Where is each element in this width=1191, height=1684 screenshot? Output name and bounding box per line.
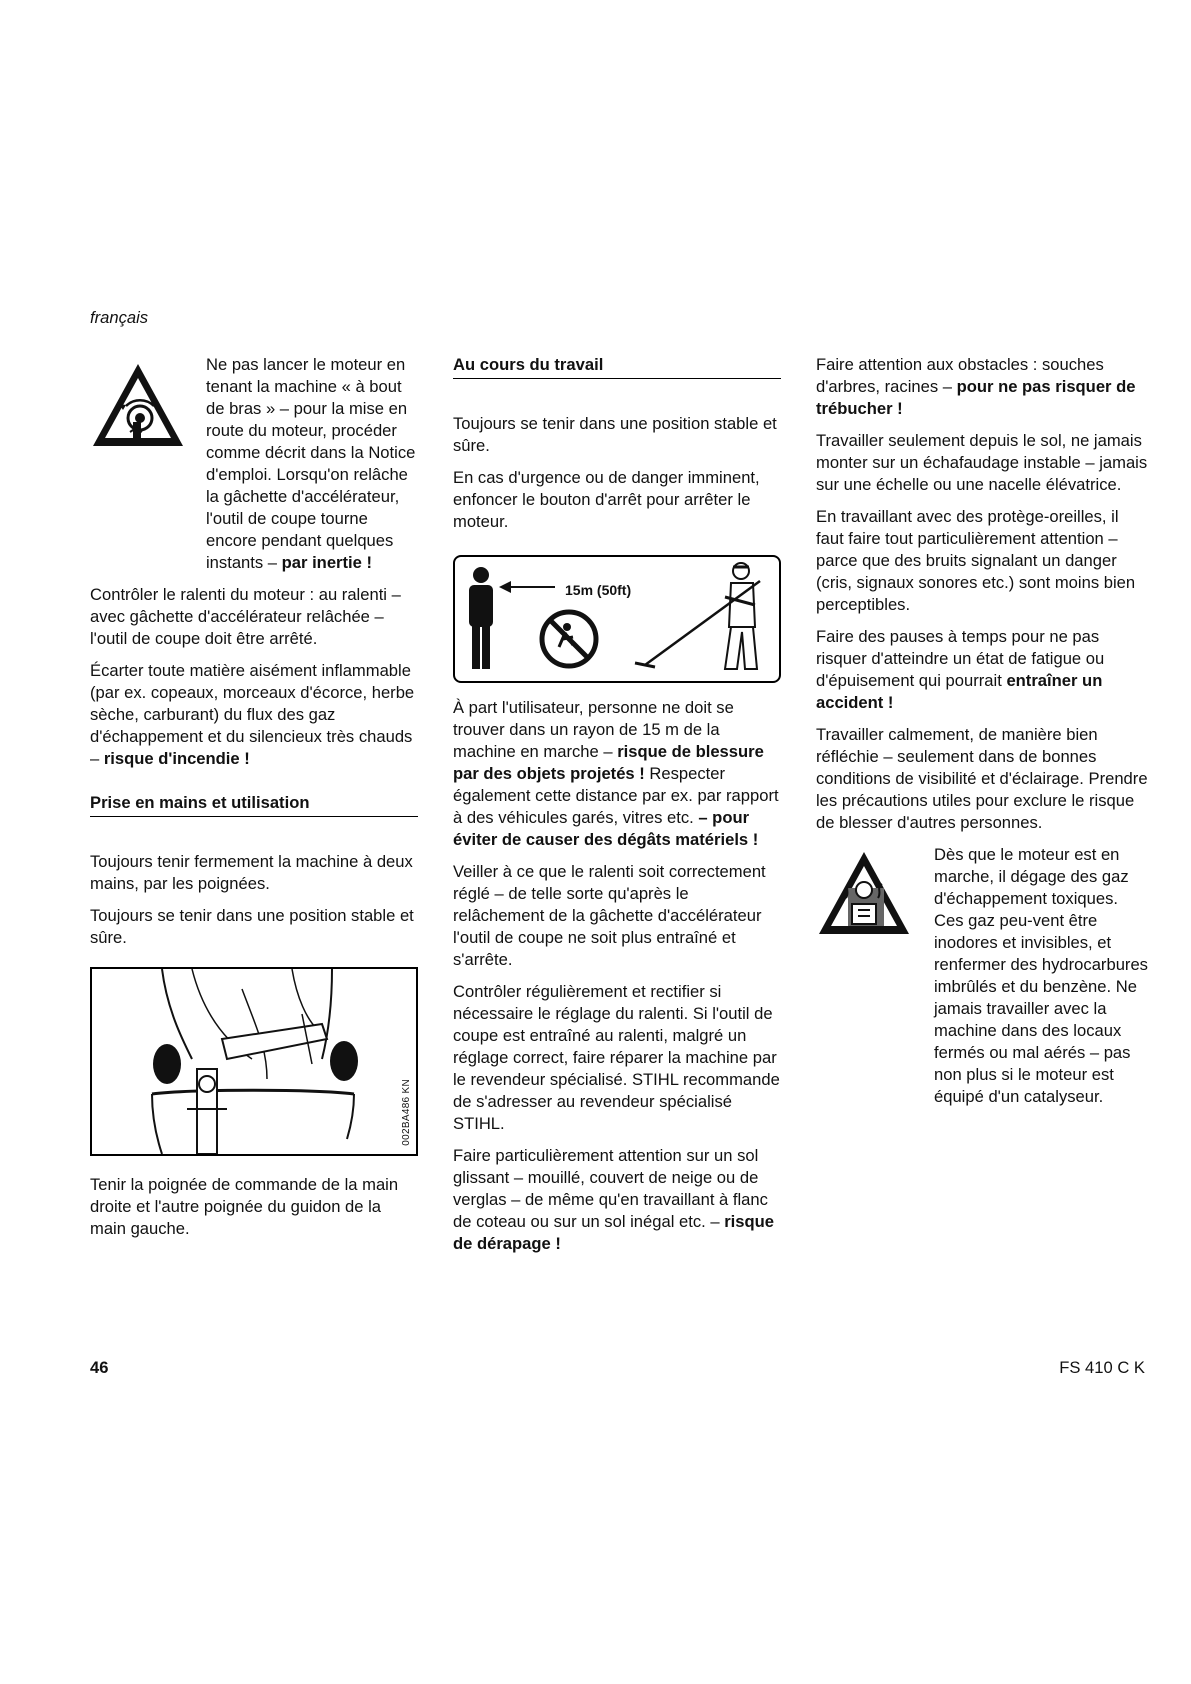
- language-label: français: [90, 308, 149, 327]
- danger-zone-text-2: Respecter également cette distance par ex. par rapport à des véhicules garés, vitres etc.: [453, 764, 779, 827]
- inertia-warning-bold: par inertie !: [281, 553, 373, 572]
- obstacles-bold: pour ne pas risquer de trébucher !: [816, 377, 1136, 418]
- obstacles-text: Faire attention aux obstacles : souches d'arbres, racines –: [816, 355, 1104, 396]
- section-heading-working: Au cours du travail: [453, 354, 781, 379]
- fire-risk-text: Écarter toute matière aisément inflammable (par ex. copeaux, morceaux d'écorce, herbe sèche, carburant) du flux des gaz d'échappement et du silencieux très chauds –: [90, 661, 415, 768]
- calm-work-paragraph: Travailler calmement, de manière bien réfléchie – seulement dans de bonnes conditions de visibilité et d'éclairage. Prendre les précautions utiles pour exclure le risque de blesser d'autres personnes.: [816, 725, 1148, 832]
- model-name: FS 410 C K: [1059, 1358, 1145, 1377]
- page-number: 46: [90, 1358, 109, 1377]
- idle-service-paragraph: Contrôler régulièrement et rectifier si nécessaire le réglage du ralenti. Si l'outil de coupe est entraîné au ralenti, malgré un réglage correct, faire réparer la machine par le revendeur spécialisé. STIHL recommande de s'adresser au revendeur spécialisé STIHL.: [453, 982, 780, 1133]
- exhaust-gas-warning-icon: [816, 844, 934, 1108]
- inertia-warning: [90, 354, 418, 574]
- emergency-stop-paragraph: En cas d'urgence ou de danger imminent, enfoncer le bouton d'arrêt pour arrêter le moteur.: [453, 468, 760, 531]
- distance-label: 15m (50ft): [565, 582, 632, 598]
- two-hands-illustration: [90, 967, 418, 1156]
- fire-risk-bold: risque d'incendie !: [103, 749, 250, 768]
- column-1: [90, 354, 418, 1250]
- slippery-text: Faire particulièrement attention sur un sol glissant – mouillé, couvert de neige ou de verglas – de même qu'en travaillant à flanc de coteau ou sur un sol inégal etc. –: [453, 1146, 768, 1231]
- fatigue-paragraph: [816, 626, 1148, 714]
- grip-paragraph: Toujours tenir fermement la machine à deux mains, par les poignées.: [90, 852, 413, 893]
- idle-check-paragraph: Contrôler le ralenti du moteur : au ralenti – avec gâchette d'accélérateur relâchée – l'outil de coupe doit être arrêté.: [90, 585, 401, 648]
- column-3: [816, 354, 1148, 1118]
- slippery-bold: risque de dérapage !: [453, 1212, 775, 1253]
- section-heading-handling: Prise en mains et utilisation: [90, 792, 418, 817]
- fatigue-bold: entraîner un accident !: [816, 671, 1103, 712]
- danger-zone-text: À part l'utilisateur, personne ne doit se trouver dans un rayon de 15 m de la machine en marche –: [453, 698, 734, 761]
- inertia-warning-text: Ne pas lancer le moteur en tenant la machine « à bout de bras » – pour la mise en route du moteur, procéder comme décrit dans la Notice d'emploi. Lorsqu'on relâche la gâchette d'accélérateur, l'outil de coupe tourne encore pendant quelques instants –: [206, 355, 416, 572]
- figure-code: 002BA486 KN: [401, 1079, 412, 1146]
- idle-adjust-paragraph: Veiller à ce que le ralenti soit correctement réglé – de telle sorte qu'après le relâchement de la gâchette d'accélérateur l'outil de coupe ne soit plus entraîné et s'arrête.: [453, 862, 766, 969]
- danger-zone-bold-2: – pour éviter de causer des dégâts matériels !: [453, 808, 759, 849]
- stance-paragraph-2: Toujours se tenir dans une position stable et sûre.: [453, 414, 777, 455]
- slippery-ground-paragraph: [453, 1145, 781, 1255]
- column-2: [453, 354, 781, 1265]
- handle-position-paragraph: Tenir la poignée de commande de la main droite et l'autre poignée du guidon de la main gauche.: [90, 1175, 399, 1238]
- fire-risk-paragraph: [90, 660, 418, 770]
- obstacles-paragraph: [816, 354, 1148, 420]
- ground-work-paragraph: Travailler seulement depuis le sol, ne jamais monter sur un échafaudage instable – jamais sur une échelle ou une nacelle élévatrice.: [816, 431, 1148, 494]
- exhaust-warning-text: Dès que le moteur est en marche, il dégage des gaz d'échappement toxiques. Ces gaz peu-vent être inodores et invisibles, et renfermer des hydrocarbures imbrûlés et du benzène. Ne jamais travailler avec la machine dans des locaux fermés ou mal aérés – pas non plus si le moteur est équipé d'un catalyseur.: [934, 845, 1148, 1106]
- stance-paragraph: Toujours se tenir dans une position stable et sûre.: [90, 906, 414, 947]
- danger-zone-paragraph: [453, 697, 781, 851]
- distance-illustration: [453, 555, 781, 683]
- inertia-warning-icon: [90, 354, 206, 574]
- ear-protection-paragraph: En travaillant avec des protège-oreilles, il faut faire tout particulièrement attention – parce que des bruits signalant un danger (cris, signaux sonores etc.) sont moins bien perceptibles.: [816, 507, 1136, 614]
- danger-zone-bold-1: risque de blessure par des objets projetés !: [453, 742, 764, 783]
- fatigue-text: Faire des pauses à temps pour ne pas risquer d'atteindre un état de fatigue ou d'épuisement qui pourrait: [816, 627, 1105, 690]
- exhaust-warning: [816, 844, 1148, 1108]
